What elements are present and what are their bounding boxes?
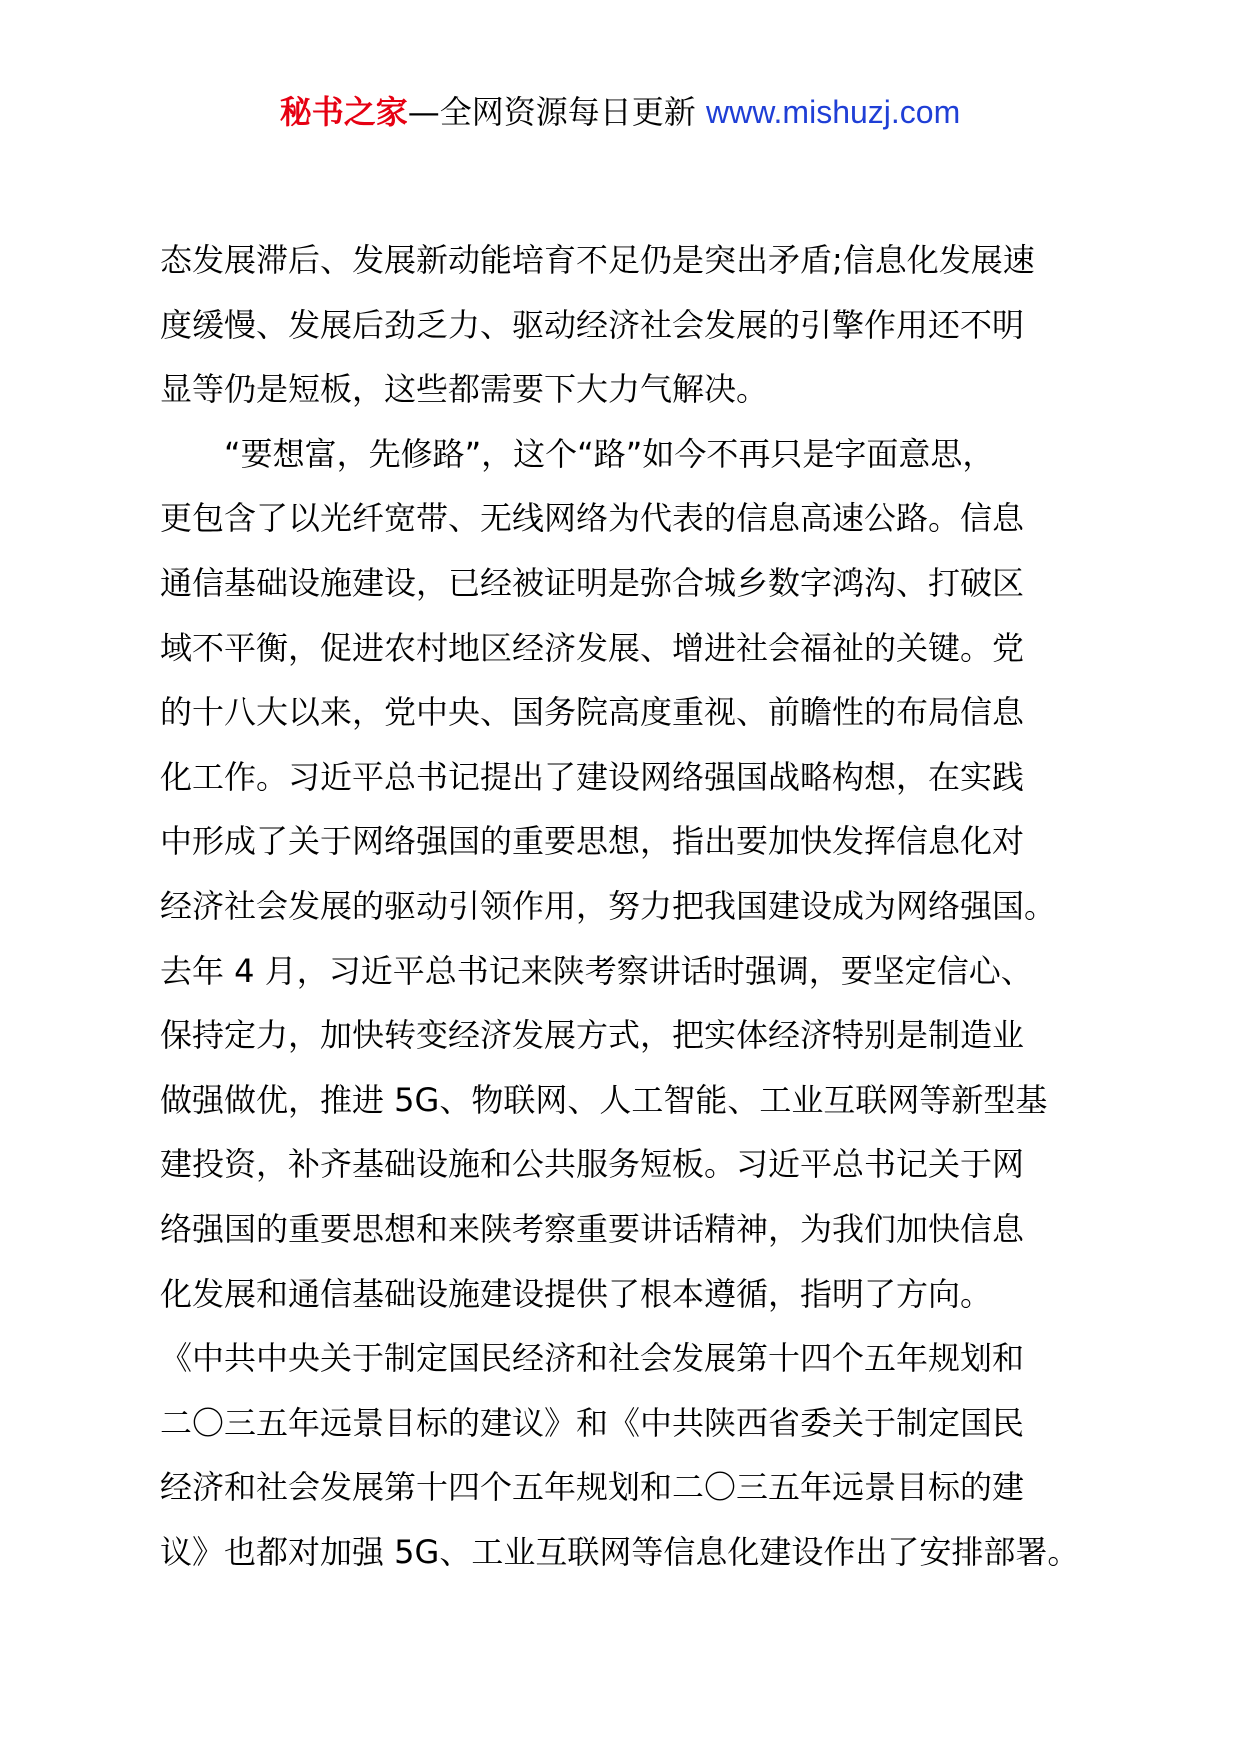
brand-name: 秘书之家	[279, 93, 408, 131]
text-line-15: 建投资，补齐基础设施和公共服务短板。习近平总书记关于网	[160, 1145, 1025, 1184]
text-line-4: “要想富，先修路”，这个“路”如今不再只是字面意思，	[224, 434, 995, 473]
text-line-11: 经济社会发展的驱动引领作用，努力把我国建设成为网络强国。	[160, 886, 1057, 925]
text-line-13: 保持定力，加快转变经济发展方式，把实体经济特别是制造业	[160, 1016, 1025, 1055]
text-line-12: 去年 4 月，习近平总书记来陕考察讲话时强调，要坚定信心、	[160, 951, 1033, 990]
text-line-19: 二〇三五年远景目标的建议》和《中共陕西省委关于制定国民	[160, 1403, 1025, 1442]
text-line-18: 《中共中央关于制定国民经济和社会发展第十四个五年规划和	[160, 1339, 1025, 1378]
text-line-21: 议》也都对加强 5G、工业互联网等信息化建设作出了安排部署。	[160, 1532, 1080, 1571]
text-line-7: 域不平衡，促进农村地区经济发展、增进社会福祉的关键。党	[160, 628, 1025, 667]
text-line-14: 做强做优，推进 5G、物联网、人工智能、工业互联网等新型基	[160, 1080, 1048, 1119]
text-line-6: 通信基础设施建设，已经被证明是弥合城乡数字鸿沟、打破区	[160, 563, 1025, 602]
site-url-link[interactable]: www.mishuzj.com	[705, 94, 961, 130]
text-line-3: 显等仍是短板，这些都需要下大力气解决。	[160, 370, 769, 409]
text-line-5: 更包含了以光纤宽带、无线网络为代表的信息高速公路。信息	[160, 499, 1025, 538]
text-line-10: 中形成了关于网络强国的重要思想，指出要加快发挥信息化对	[160, 822, 1025, 861]
text-line-17: 化发展和通信基础设施建设提供了根本遵循，指明了方向。	[160, 1274, 993, 1313]
text-line-2: 度缓慢、发展后劲乏力、驱动经济社会发展的引擎作用还不明	[160, 305, 1025, 344]
document-body	[160, 228, 1090, 1584]
text-line-1: 态发展滞后、发展新动能培育不足仍是突出矛盾;信息化发展速	[160, 241, 1035, 279]
text-line-9: 化工作。习近平总书记提出了建设网络强国战略构想，在实践	[160, 757, 1025, 796]
text-line-16: 络强国的重要思想和来陕考察重要讲话精神，为我们加快信息	[160, 1209, 1025, 1248]
text-line-8: 的十八大以来，党中央、国务院高度重视、前瞻性的布局信息	[160, 693, 1025, 732]
header-tagline: —全网资源每日更新	[407, 93, 706, 131]
page-header	[0, 88, 1240, 136]
text-line-20: 经济和社会发展第十四个五年规划和二〇三五年远景目标的建	[160, 1468, 1025, 1507]
